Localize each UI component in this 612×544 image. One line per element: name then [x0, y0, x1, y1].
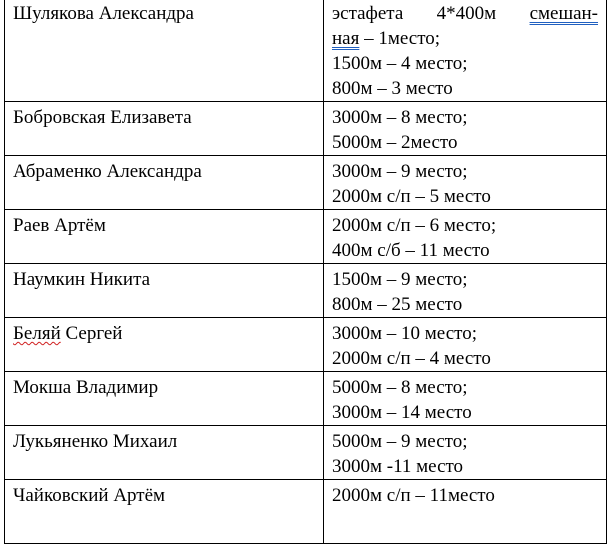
athlete-name: Чайковский Артём [5, 480, 324, 544]
table-row [5, 426, 607, 480]
athlete-results [324, 210, 607, 264]
athlete-name [5, 318, 324, 372]
result-line: 1500м – 4 место; [332, 53, 468, 74]
athlete-name: Бобровская Елизавета [5, 102, 324, 156]
result-line: 5000м – 8 место; [332, 377, 468, 398]
athlete-results [324, 480, 607, 544]
athlete-results [324, 156, 607, 210]
athlete-results [324, 426, 607, 480]
athlete-results [324, 264, 607, 318]
athlete-results [324, 318, 607, 372]
table-row [5, 156, 607, 210]
result-line: 2000м с/п – 11место [332, 485, 495, 506]
results-table [4, 0, 607, 544]
result-line: ная – 1место; [332, 28, 441, 49]
table-row [5, 210, 607, 264]
athlete-name: Наумкин Никита [5, 264, 324, 318]
athlete-name: Раев Артём [5, 210, 324, 264]
table-row [5, 264, 607, 318]
table-row [5, 480, 607, 544]
table-row [5, 102, 607, 156]
athlete-surname: Беляй [13, 323, 61, 344]
result-line: 5000м – 9 место; [332, 431, 468, 452]
result-line: 3000м – 14 место [332, 402, 472, 423]
athlete-results [324, 102, 607, 156]
result-line: 1500м – 9 место; [332, 269, 468, 290]
athlete-name: Абраменко Александра [5, 156, 324, 210]
table-row [5, 0, 607, 102]
result-line: эстафета 4*400м смешан- [332, 3, 599, 24]
result-line: 800м – 3 место [332, 78, 453, 99]
result-line: 5000м – 2место [332, 132, 458, 153]
result-line: 2000м с/п – 6 место; [332, 215, 497, 236]
result-line: 3000м – 9 место; [332, 161, 468, 182]
result-line: 800м – 25 место [332, 294, 463, 315]
result-line: 3000м -11 место [332, 456, 464, 477]
athlete-name: Лукьяненко Михаил [5, 426, 324, 480]
athlete-results [324, 0, 607, 102]
table-row [5, 372, 607, 426]
result-line: 3000м – 8 место; [332, 107, 468, 128]
result-line: 2000м с/п – 4 место [332, 348, 491, 369]
result-line: 400м с/б – 11 место [332, 240, 490, 261]
table-row [5, 318, 607, 372]
athlete-name: Мокша Владимир [5, 372, 324, 426]
athlete-given-name: Сергей [60, 323, 123, 344]
result-line: 2000м с/п – 5 место [332, 186, 491, 207]
result-line: 3000м – 10 место; [332, 323, 477, 344]
athlete-name: Шулякова Александра [5, 0, 324, 102]
athlete-results [324, 372, 607, 426]
